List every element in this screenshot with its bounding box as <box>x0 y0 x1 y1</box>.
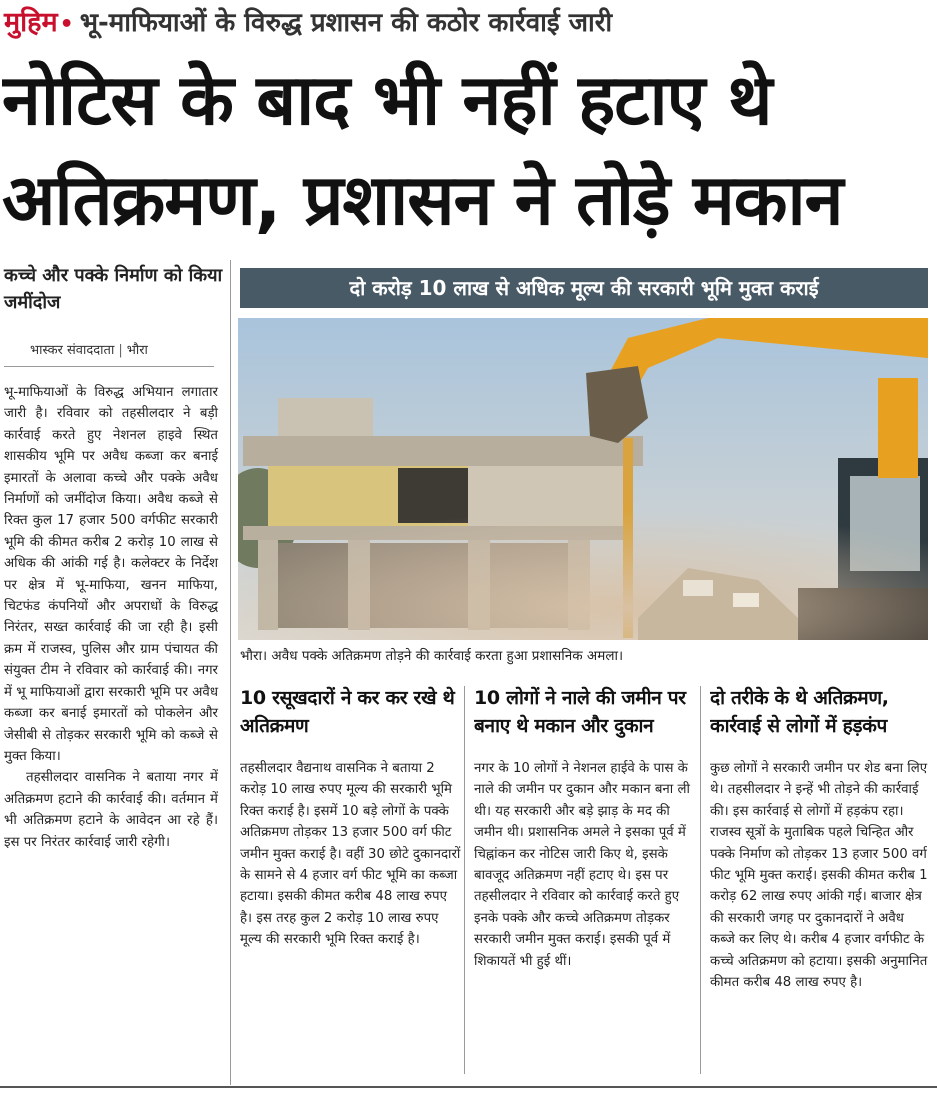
headline-line-1: नोटिस के बाद भी नहीं हटाए थे <box>2 59 772 141</box>
bottom-rule <box>0 1086 937 1088</box>
byline-reporter: भास्कर संवाददाता <box>30 343 115 358</box>
column-rule-1 <box>230 260 231 1085</box>
column-3-body: कुछ लोगों ने सरकारी जमीन पर शेड बना लिए थे। तहसीलदार ने इन्हें भी तोड़ने की कार्रवाई की। इस कार्रवाई से लोगों में हड़कंप रहा। राजस्व सूत्रों के मुताबिक पहले चिन्हित और पक्के निर्माण को तोड़कर 13 हजार 500 वर्ग फीट भूमि मुक्त कराई। इसकी कीमत करीब 1 करोड़ 62 लाख रुपए आंकी गई। बाजार क्षेत्र की सरकारी जगह पर दुकानदारों ने अवैध कब्जे कर लिए थे। करीब 4 हजार वर्गफीट के कच्चे अतिक्रमण को हटाया। इसकी अनुमानित कीमत करीब 48 लाख रुपए है। <box>710 761 928 991</box>
column-2-body: नगर के 10 लोगों ने नेशनल हाईवे के पास के नाले की जमीन पर दुकान और मकान बना ली थी। यह सरकारी और बड़े झाड़ के मद की जमीन थी। प्रशासनिक अमले ने इसका पूर्व में चिह्नांकन कर नोटिस जारी किए थे, इसके बावजूद अतिक्रमण नहीं हटाए थे। इस पर तहसीलदार ने रविवार को कार्रवाई करते हुए इनके पक्के और कच्चे अतिक्रमण तोड़कर सरकारी जमीन मुक्त कराई। इसकी पूर्व में शिकायतें भी हुई थीं। <box>474 761 690 969</box>
side-subheading: कच्चे और पक्के निर्माण को किया जमींदोज <box>4 265 223 313</box>
kicker-bullet: • <box>59 12 74 37</box>
kicker-tag: मुहिम <box>4 7 58 38</box>
column-2-heading: 10 लोगों ने नाले की जमीन पर बनाए थे मकान और दुकान <box>474 687 686 737</box>
headline-line-2: अतिक्रमण, प्रशासन ने तोड़े मकान <box>2 159 843 241</box>
byline-separator: | <box>118 343 123 358</box>
column-rule-3 <box>700 686 701 1074</box>
banner-subheading: दो करोड़ 10 लाख से अधिक मूल्य की सरकारी भूमि मुक्त कराई <box>240 268 928 308</box>
column-1-body: तहसीलदार वैद्यनाथ वासनिक ने बताया 2 करोड़ 10 लाख रुपए मूल्य की सरकारी भूमि रिक्त कराई है। इसमें 10 बड़े लोगों के पक्के अतिक्रमण तोड़कर 13 हजार 500 वर्ग फीट जमीन मुक्त कराई है। वहीं 30 छोटे दुकानदारों के सामने से 4 हजार वर्ग फीट भूमि का कब्जा हटाया। इसकी कीमत करीब 48 लाख रुपए है। इस तरह कुल 2 करोड़ 10 लाख रुपए मूल्य की सरकारी भूमि रिक्त कराई है। <box>240 761 461 948</box>
demolition-illustration <box>238 318 928 640</box>
byline-rule <box>4 366 214 367</box>
headline <box>2 50 934 250</box>
byline-place: भौरा <box>126 343 148 358</box>
story-column-1 <box>240 684 462 951</box>
lead-paragraph-1: भू-माफियाओं के विरुद्ध अभियान लगातार जारी है। रविवार को तहसीलदार ने बड़ी कार्रवाई करते हुए नेशनल हाइवे स्थित शासकीय भूमि पर अवैध कब्जा कर बनाई इमारतों के अलावा कच्चे और पक्के अवैध निर्माणों को जमींदोज किया। अवैध कब्जे से रिक्त कुल 17 हजार 500 वर्गफीट सरकारी भूमि की कीमत करीब 2 करोड़ 10 लाख से अधिक की आंकी गई है। कलेक्टर के निर्देश पर क्षेत्र में भू-माफिया, खनन माफिया, चिटफंड कंपनियों और अपराधों के विरुद्ध निरंतर, सख्त कार्रवाई की जा रही है। इसी क्रम में राजस्व, पुलिस और ग्राम पंचायत की संयुक्त टीम ने रविवार को कार्रवाई की। नगर में भू माफियाओं द्वारा सरकारी भूमि पर अवैध कब्जा कर बनाई इमारतों को पोकलेन और जेसीबी से तोड़कर सरकारी भूमि को कब्जे से मुक्त किया। <box>4 385 218 764</box>
story-column-3 <box>710 684 932 993</box>
photo-caption: भौरा। अवैध पक्के अतिक्रमण तोड़ने की कार्रवाई करता हुआ प्रशासनिक अमला। <box>240 648 624 664</box>
story-column-2 <box>474 684 696 972</box>
column-1-heading: 10 रसूखदारों ने कर कर रखे थे अतिक्रमण <box>240 687 455 737</box>
lead-story <box>4 382 218 853</box>
column-rule-2 <box>464 686 465 1074</box>
kicker-text: भू-माफियाओं के विरुद्ध प्रशासन की कठोर कार्रवाई जारी <box>79 8 613 38</box>
dust-cloud <box>238 478 928 640</box>
demolition-photo <box>238 318 928 640</box>
lead-paragraph-2: तहसीलदार वासनिक ने बताया नगर में अतिक्रमण हटाने की कार्रवाई की। वर्तमान में भी अतिक्रमण हटाने के आवेदन आ रहे हैं। इस पर निरंतर कार्रवाई जारी रहेगी। <box>4 770 218 850</box>
kicker-line <box>4 2 934 48</box>
column-3-heading: दो तरीके के थे अतिक्रमण, कार्रवाई से लोगों में हड़कंप <box>710 687 889 737</box>
byline <box>30 340 148 358</box>
